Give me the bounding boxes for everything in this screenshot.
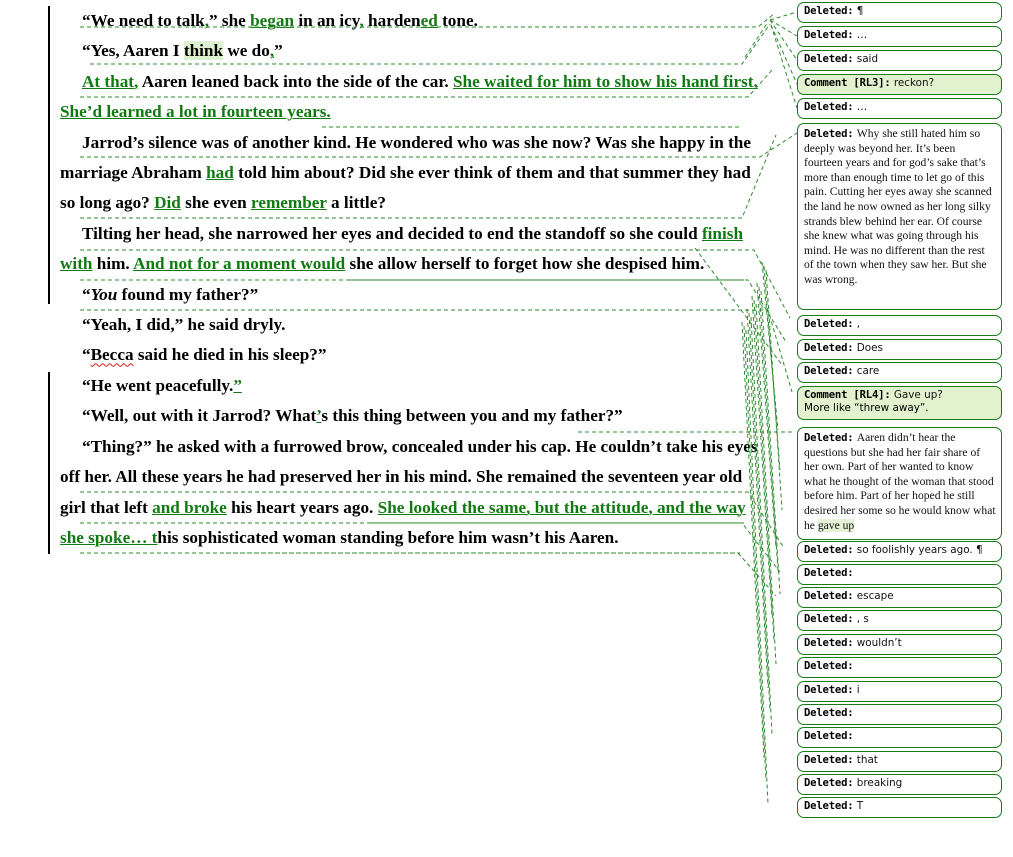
text-run: a little? [326, 193, 386, 213]
text-run: said he died in his sleep?” [133, 345, 327, 365]
balloon-label: Deleted: [804, 365, 854, 377]
inserted-clause: And not for a moment would [133, 254, 346, 274]
balloon-text: escape [856, 590, 894, 602]
balloon-label: Deleted: [804, 432, 854, 444]
balloon-deleted[interactable] [797, 610, 1002, 631]
paragraph-3 [60, 67, 760, 128]
balloon-deleted[interactable] [797, 634, 1002, 655]
balloon-text: care [856, 365, 880, 377]
inserted-phrase-at-that: At that, [82, 71, 139, 91]
balloon-deleted-long[interactable] [797, 123, 1002, 310]
balloon-label: Comment [RL3]: [804, 77, 891, 89]
inserted-word-began: began [250, 11, 295, 30]
balloon-label: Deleted: [804, 754, 854, 766]
inserted-phrase-and-broke: and broke [152, 497, 227, 517]
text-run: “Yes, Aaren I [82, 41, 184, 61]
markup-balloon-area [790, 0, 1013, 857]
balloon-label: Deleted: [804, 684, 854, 696]
paragraph-11 [60, 432, 760, 554]
text-run: s this thing between you and my father?” [321, 406, 623, 426]
balloon-deleted[interactable] [797, 2, 1002, 23]
inserted-closing-quote: ” [233, 375, 242, 395]
paragraph-2 [60, 36, 760, 66]
balloon-text: that [856, 754, 878, 766]
text-run: in an icy [294, 11, 360, 30]
balloon-label: Deleted: [804, 613, 854, 625]
text-run: “We need to talk [82, 11, 205, 30]
balloon-label: Deleted: [804, 730, 854, 742]
text-run: “ [82, 345, 91, 365]
paragraph-1 [60, 6, 760, 36]
paragraph-7 [60, 310, 760, 340]
text-run: “Yeah, I did,” he said dryly. [82, 315, 286, 335]
balloon-label: Comment [RL4]: [804, 389, 891, 401]
balloon-text-line2: More like “threw away”. [804, 402, 929, 415]
balloon-text: Gave up? [893, 389, 943, 401]
paragraph-4 [60, 128, 760, 219]
balloon-label: Deleted: [804, 5, 854, 17]
balloon-text: i [856, 684, 860, 696]
balloon-deleted[interactable] [797, 587, 1002, 608]
balloon-text: so foolishly years ago. ¶ [856, 544, 983, 556]
inserted-comma: , [269, 41, 275, 61]
text-run: Abraham [127, 163, 207, 183]
misspelled-word-becca[interactable]: Becca [90, 345, 134, 365]
balloon-deleted[interactable] [797, 26, 1002, 47]
balloon-deleted-long[interactable] [797, 427, 1002, 540]
balloon-text: Why she still hated him so deeply was beyond her. It’s been fourteen years and for god’s sake that’s more than enough time to let go of this pain. Cutting her eyes away she scanned the land he now owned as her long silky strands blew behind her ear. Of course she knew what was going through his mind. He was no different than the rest of the town when they saw her. But she was wrong. [804, 127, 992, 286]
balloon-label: Deleted: [804, 318, 854, 330]
balloon-text: , s [856, 613, 869, 625]
balloon-deleted[interactable] [797, 339, 1002, 360]
text-run: we do [223, 41, 270, 61]
paragraph-9 [60, 371, 760, 401]
text-run: “Well, out with it Jarrod? What [82, 406, 317, 426]
balloon-text: … [856, 101, 868, 113]
balloon-deleted[interactable] [797, 704, 1002, 725]
text-run: “He went peacefully. [82, 375, 234, 395]
balloon-label: Deleted: [804, 660, 854, 672]
text-run: she allow herself to forget how she despised him. [345, 254, 705, 274]
text-run: his sophisticated woman standing before him wasn’t his Aaren. [157, 527, 619, 547]
inserted-sentence: She waited for him to show his hand first. She’d learned a lot in fourteen years. [60, 71, 758, 122]
balloon-text: … [856, 29, 868, 41]
balloon-comment-rl4[interactable] [797, 386, 1002, 420]
balloon-deleted[interactable] [797, 751, 1002, 772]
balloon-label: Deleted: [804, 342, 854, 354]
change-bar [48, 6, 50, 304]
italic-word-you: You [90, 284, 118, 304]
balloon-text: said [856, 53, 879, 65]
inserted-apostrophe: ’ [316, 406, 322, 426]
inserted-phrase-finish-with: finish with [60, 223, 744, 274]
balloon-deleted[interactable] [797, 541, 1002, 562]
balloon-deleted[interactable] [797, 98, 1002, 119]
inserted-word-had: had [206, 163, 234, 183]
balloon-label: Deleted: [804, 777, 854, 789]
document-body[interactable] [60, 6, 760, 553]
inserted-word-did: Did [154, 193, 181, 213]
balloon-label: Deleted: [804, 101, 854, 113]
inserted-suffix-ed: ed [420, 11, 438, 30]
text-run: Jarrod’s silence was of another kind. He wondered who was she now? Was she happy in the marriage [60, 132, 751, 183]
balloon-deleted[interactable] [797, 727, 1002, 748]
text-run: Aaren leaned back into the side of the car. [138, 71, 453, 91]
paragraph-5 [60, 219, 760, 280]
balloon-deleted[interactable] [797, 774, 1002, 795]
paragraph-8 [60, 340, 760, 370]
text-run: harden [363, 11, 421, 30]
balloon-text: breaking [856, 777, 903, 789]
balloon-text: Does [856, 342, 883, 354]
balloon-text: reckon? [893, 77, 935, 89]
text-run: found my father?” [117, 284, 259, 304]
balloon-text: Aaren didn’t hear the questions but she had her fair share of her own. Part of her wanted to know what he thought of the woman that stood before him. Part of her hoped he still desired her some so he would know what he [804, 431, 996, 532]
inserted-comma: , [359, 11, 364, 30]
balloon-comment-rl3[interactable] [797, 74, 1002, 95]
balloon-label: Deleted: [804, 544, 854, 556]
balloon-label: Deleted: [804, 29, 854, 41]
balloon-text-highlight: gave up [817, 518, 855, 532]
balloon-label: Deleted: [804, 567, 854, 579]
balloon-deleted[interactable] [797, 315, 1002, 336]
balloon-text: ¶ [856, 5, 864, 17]
paragraph-10 [60, 401, 760, 431]
paragraph-6 [60, 280, 760, 310]
comment-anchor-think[interactable]: think [183, 41, 224, 61]
text-run: tone. [437, 11, 478, 30]
balloon-deleted[interactable] [797, 50, 1002, 71]
balloon-label: Deleted: [804, 707, 854, 719]
text-run: “Thing?” he asked with a furrowed brow, concealed under his cap. He couldn’t take his eyes off her. All these years he had preserved her in his mind. She remained the seventeen year old girl that left [60, 436, 758, 517]
balloon-deleted[interactable] [797, 362, 1002, 383]
balloon-text: , [856, 318, 861, 330]
text-run: Tilting her head, she narrowed her eyes and decided to end the standoff so she could [82, 223, 702, 243]
balloon-label: Deleted: [804, 800, 854, 812]
balloon-label: Deleted: [804, 128, 854, 140]
text-run: “ [82, 284, 91, 304]
balloon-deleted[interactable] [797, 657, 1002, 678]
balloon-label: Deleted: [804, 590, 854, 602]
inserted-word-remember: remember [251, 193, 327, 213]
text-run: ” [274, 41, 283, 61]
balloon-deleted[interactable] [797, 564, 1002, 585]
text-run: his heart years ago. [226, 497, 378, 517]
balloon-text: T [856, 800, 864, 812]
text-run: ” she [209, 11, 251, 30]
inserted-sentence-looked-same: She looked the same, but the attitude, and the way she spoke… t [60, 497, 746, 547]
balloon-text: wouldn’t [856, 637, 902, 649]
text-run: she even [180, 193, 252, 213]
inserted-comma: , [204, 11, 209, 30]
balloon-deleted[interactable] [797, 681, 1002, 702]
balloon-label: Deleted: [804, 637, 854, 649]
balloon-label: Deleted: [804, 53, 854, 65]
change-bar [48, 372, 50, 554]
balloon-deleted[interactable] [797, 797, 1002, 818]
text-run: told him about? Did she ever think of them and that summer they had so long ago? [60, 163, 751, 213]
text-run: him. [92, 254, 134, 274]
